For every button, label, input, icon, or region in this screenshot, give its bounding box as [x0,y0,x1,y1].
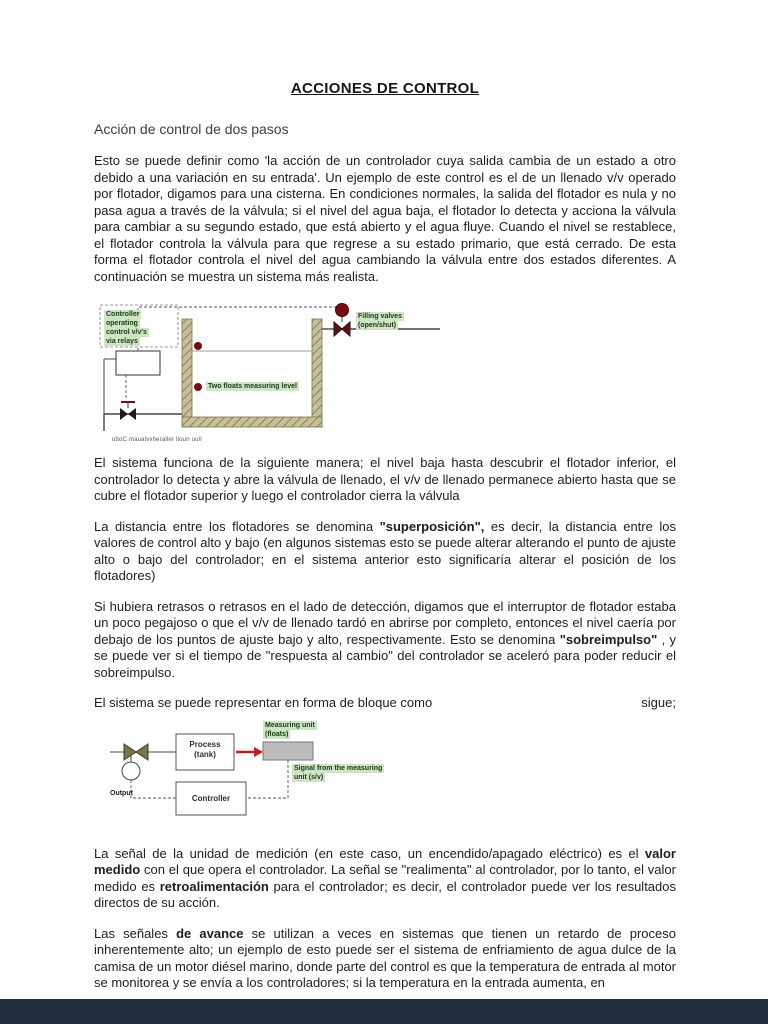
process-box-label [176,740,234,760]
lower-float-icon [194,383,202,391]
bold-term: "superposición", [379,518,485,534]
text-run: sigue; [641,695,676,710]
label-line: (open/shut) [358,322,397,329]
two-floats-label [206,382,299,391]
label-line: Process [189,739,221,749]
label-line: Measuring unit [265,721,315,729]
controller-box [116,351,160,375]
paragraph-overlap [94,519,676,585]
paragraph-definition: Esto se puede definir como 'la acción de un controlador cuya salida cambia de un estado a otro debido a una variación en su entrada'. Un ejemplo de este control es el de un llenado v/v operado por flotador, digamos para una cisterna. En condiciones normales, la salida del flotador es nula y no pasa agua a través de la válvula; si el nivel del agua baja, el flotador lo detecta y acciona la válvula para cambiar a su segundo estado, que está abierto y el agua fluye. Cuando el nivel se restablece, el flotador controla la válvula para que regrese a su estado primario, que está cerrado. De esta forma el flotador controla el nivel del agua cambiando la válvula entre dos estados diferentes. A continuación se muestra un sistema más realista. [94,153,676,284]
bold-term: retroalimentación [159,878,269,894]
valve-actuator-icon [336,304,349,317]
paragraph-overshoot [94,599,676,682]
label-line: (floats) [265,730,289,738]
label-line: via relays [106,338,138,345]
label-line: Two floats measuring level [208,383,297,390]
bold-term: "sobreimpulso" [559,631,658,647]
label-line: operating [106,320,138,327]
section-heading: Acción de control de dos pasos [94,121,289,137]
output-actuator-icon [122,762,140,780]
bold-term: de avance [176,925,244,941]
measuring-unit-label [263,721,317,739]
text-run: Si hubiera retrasos o retrasos en el lado de detección, digamos que el interruptor de flotador estaba un poco pegajoso o que el v/v de llenado tardó en abrirse por completo, entonces el nivel caería por debajo de los puntos de ajuste bajo y alto, respectivamente. Esto se denomina [94,598,676,647]
bold-term: valor medido [94,845,676,877]
valve-icon [124,744,148,760]
drain-valve-icon [120,402,136,420]
label-line: (tank) [194,749,216,759]
text-run: con el que opera el controlador. La señal se "realimenta" al controlador, por lo tanto, el valor medido es [94,862,676,894]
tank-walls [182,319,322,427]
label-line: Controller [191,793,231,803]
tank-system-diagram [96,299,448,447]
paragraph-measured-value [94,846,676,912]
controller-box-label [176,794,246,804]
text-run: es decir, la distancia entre los valores de control alto y bajo (en algunos sistemas esto se puede alterar alterando el punto de ajuste alto o bajo del controlador; en el sistema anterior esto significaría alterar el posición de los flotadores) [94,518,676,583]
label-line: Signal from the measuring [294,764,383,772]
diagram-caption: utloC maualvvheraller lloun uull [112,437,202,443]
output-label: Output [110,789,133,797]
signal-label [292,764,384,782]
pipes [104,329,440,431]
text-run: , y se puede ver si el tiempo de "respuesta al cambio" del controlador se aceleró para poder reducir el sobreimpulso. [94,631,676,680]
flow-arrow-icon [236,747,263,757]
label-line: Filling valves [358,313,402,320]
paragraph-feedforward [94,926,676,992]
filling-valves-label [356,312,404,330]
text-run: se utilizan a veces en sistemas que tienen un retardo de proceso inherentemente alto; un ejemplo de esto puede ser el sistema de enfriamiento de agua dulce de la camisa de un motor diésel marino, donde parte del control es que la temperatura de entrada al motor se monitorea y se envía a los controladores; si la temperatura en la entrada aumenta, en [94,925,676,990]
paragraph-block-intro [94,695,676,712]
measuring-unit-box [263,742,313,760]
block-diagram [96,718,396,836]
paragraph-operation: El sistema funciona de la siguiente manera; el nivel baja hasta descubrir el flotador inferior, el controlador lo detecta y abre la válvula de llenado, el v/v de llenado permanece abierto hasta que se cubre el flotador superior y luego el controlador cierra la válvula [94,455,676,503]
text-run: La señal de la unidad de medición (en este caso, un encendido/apagado eléctrico) es el [94,845,645,861]
label-line: unit (s/v) [294,773,324,781]
controller-operating-label [104,310,149,346]
label-line: control v/v's [106,329,147,336]
text-run: Las señales [94,925,177,941]
label-line: Controller [106,311,140,318]
document-title: ACCIONES DE CONTROL [290,80,480,97]
upper-float-icon [194,342,202,350]
text-run: La distancia entre los flotadores se denomina [94,518,380,534]
viewer-footer-bar [0,999,768,1024]
text-run: El sistema se puede representar en forma de bloque como [94,695,433,710]
text-run: para el controlador; es decir, el controlador puede ver los resultados directos de su acción. [94,878,676,910]
filling-valve-icon [334,316,350,336]
